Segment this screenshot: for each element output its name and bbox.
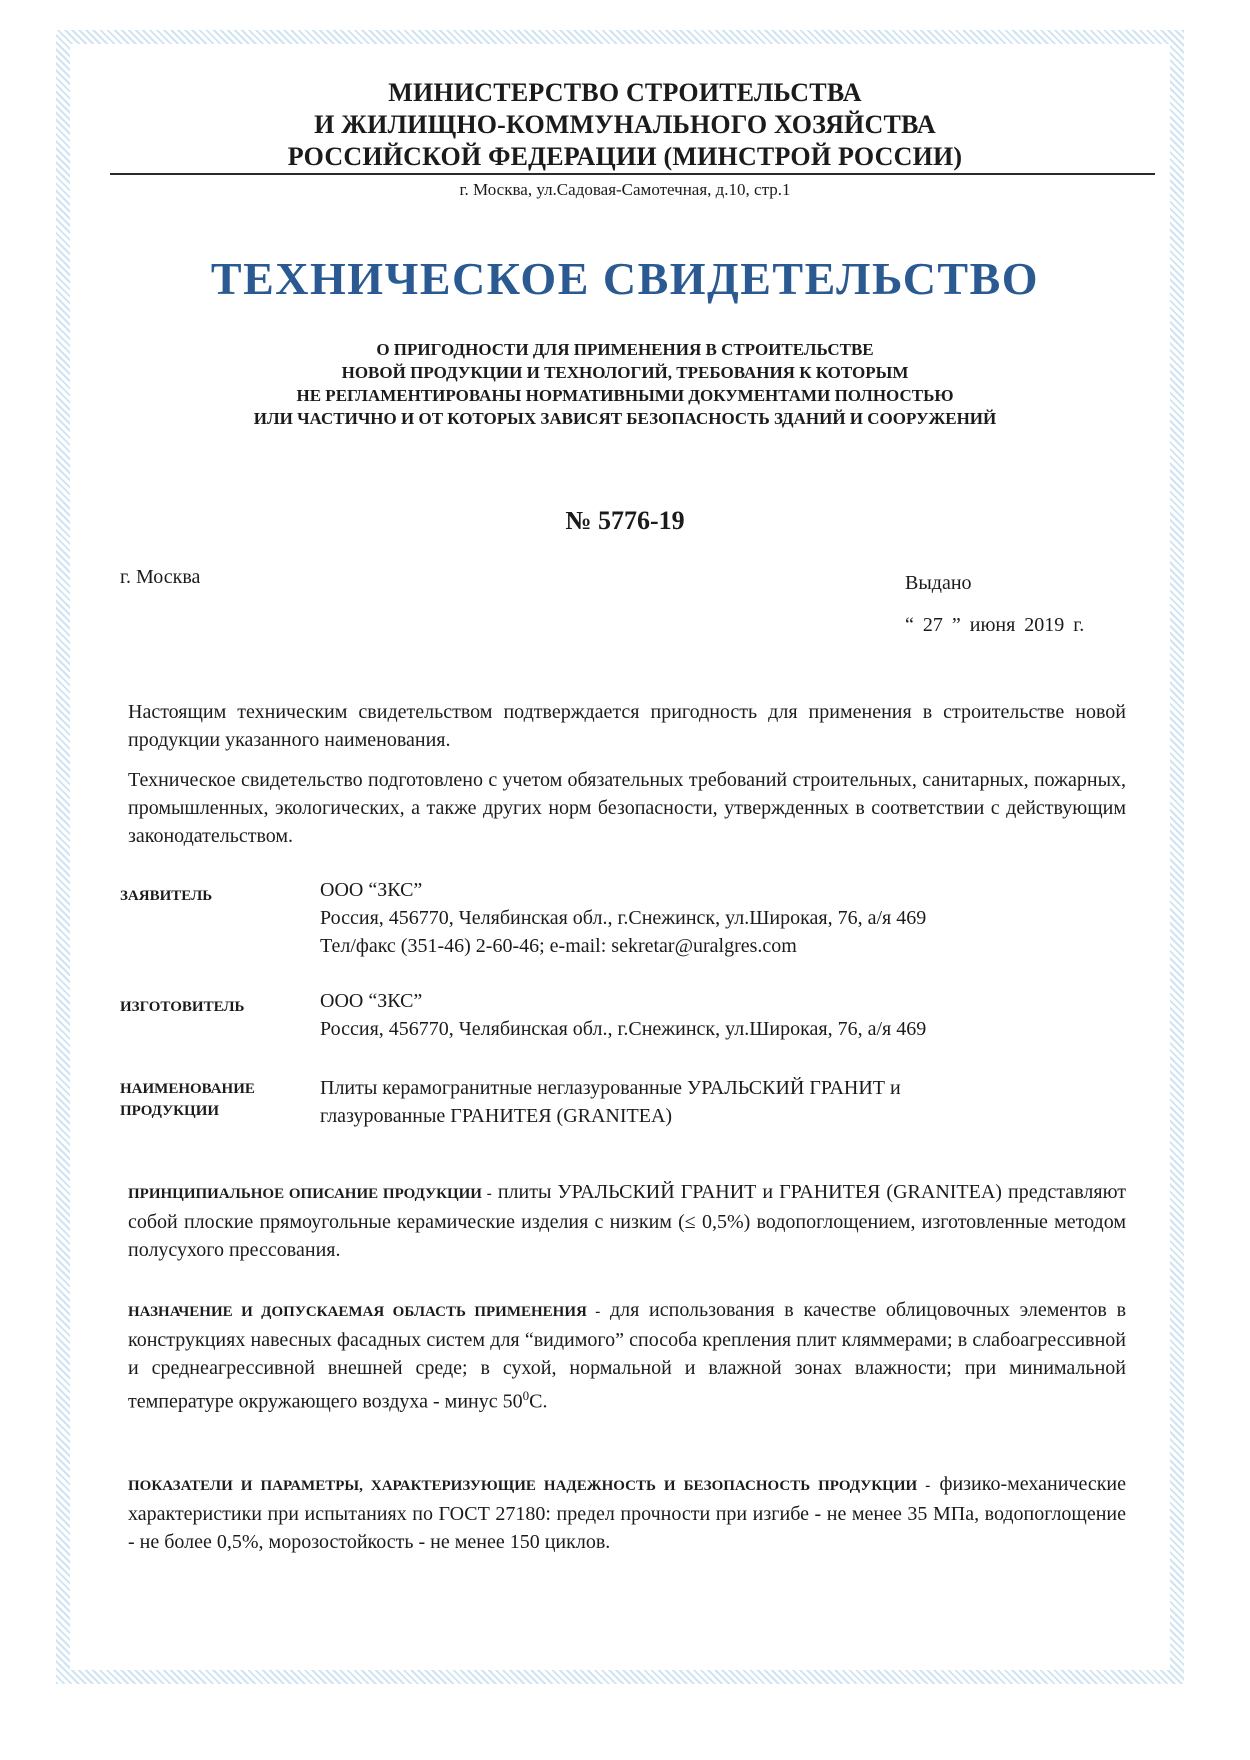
application-scope (128, 1296, 1126, 1416)
applicant-details (320, 876, 1130, 960)
issue-place: г. Москва (120, 566, 201, 588)
product-name (320, 1074, 1130, 1130)
product-label-line-1: НАИМЕНОВАНИЕ (120, 1081, 255, 1097)
document-title: ТЕХНИЧЕСКОЕ СВИДЕТЕЛЬСТВО (210, 253, 1040, 304)
purpose-temp-unit: С. (529, 1390, 548, 1413)
ministry-name-line-1: МИНИСТЕРСТВО СТРОИТЕЛЬСТВА (388, 78, 862, 107)
subtitle-line-4: ИЛИ ЧАСТИЧНО И ОТ КОТОРЫХ ЗАВИСЯТ БЕЗОПАСНОСТЬ ЗДАНИЙ И СООРУЖЕНИЙ (253, 409, 997, 428)
purpose-heading: НАЗНАЧЕНИЕ И ДОПУСКАЕМАЯ ОБЛАСТЬ ПРИМЕНЕНИЯ - (128, 1304, 601, 1320)
ministry-name-line-2: И ЖИЛИЩНО-КОММУНАЛЬНОГО ХОЗЯЙСТВА (314, 110, 936, 139)
product-label (120, 1078, 255, 1122)
subtitle-line-1: О ПРИГОДНОСТИ ДЛЯ ПРИМЕНЕНИЯ В СТРОИТЕЛЬСТВЕ (376, 340, 874, 359)
parameters-heading: ПОКАЗАТЕЛИ И ПАРАМЕТРЫ, ХАРАКТЕРИЗУЮЩИЕ НАДЕЖНОСТЬ И БЕЗОПАСНОСТЬ ПРОДУКЦИИ - (128, 1478, 931, 1494)
product-name-line-1: Плиты керамогранитные неглазурованные УРАЛЬСКИЙ ГРАНИТ и (320, 1077, 901, 1099)
applicant-label: ЗАЯВИТЕЛЬ (120, 888, 213, 904)
manufacturer-label: ИЗГОТОВИТЕЛЬ (120, 999, 245, 1015)
subtitle-line-2: НОВОЙ ПРОДУКЦИИ И ТЕХНОЛОГИЙ, ТРЕБОВАНИЯ К КОТОРЫМ (341, 363, 909, 382)
intro-paragraph-1: Настоящим техническим свидетельством подтверждается пригодность для применения в строительстве новой продукции указанного наименования. (128, 701, 1126, 751)
subtitle-line-3: НЕ РЕГЛАМЕНТИРОВАНЫ НОРМАТИВНЫМИ ДОКУМЕНТАМИ ПОЛНОСТЬЮ (296, 386, 954, 405)
applicant-contacts: Тел/факс (351-46) 2-60-46; e-mail: sekretar@uralgres.com (320, 935, 797, 957)
applicant-name: ООО “ЗКС” (320, 879, 423, 901)
applicant-address: Россия, 456770, Челябинская обл., г.Снежинск, ул.Широкая, 76, а/я 469 (320, 907, 927, 929)
purpose-text: для использования в качестве облицовочных элементов в конструкциях навесных фасадных систем для “видимого” способа крепления плит кляммерами; в слабоагрессивной и среднеагрессивной внешней среде; в сухой, нормальной и влажной зонах влажности; при минимальной температуре окружающего воздуха - минус 50 (128, 1299, 1127, 1413)
manufacturer-details (320, 987, 1130, 1043)
reliability-parameters (128, 1470, 1126, 1556)
intro-paragraph-2: Техническое свидетельство подготовлено с учетом обязательных требований строительных, санитарных, пожарных, промышленных, экологических, а также других норм безопасности, утвержденных в соответствии с действующим законодательством. (128, 769, 1126, 847)
ministry-address: г. Москва, ул.Садовая-Самотечная, д.10, стр.1 (459, 180, 791, 199)
parameters-text: физико-механические характеристики при испытаниях по ГОСТ 27180: предел прочности при изгибе - не менее 35 МПа, водопоглощение - не более 0,5%, морозостойкость - не менее 150 циклов. (128, 1473, 1127, 1553)
product-name-line-2: глазурованные ГРАНИТЕЯ (GRANITEA) (320, 1105, 673, 1127)
description-heading: ПРИНЦИПИАЛЬНОЕ ОПИСАНИЕ ПРОДУКЦИИ - (128, 1186, 492, 1202)
issued-date: “ 27 ” июня 2019 г. (905, 614, 1085, 636)
ministry-name-line-3: РОССИЙСКОЙ ФЕДЕРАЦИИ (МИНСТРОЙ РОССИИ) (287, 142, 963, 171)
purpose-temp-superscript: 0 (522, 1388, 530, 1403)
certificate-number: № 5776-19 (565, 506, 685, 535)
product-description (128, 1178, 1126, 1264)
product-label-line-2: ПРОДУКЦИИ (120, 1103, 220, 1119)
issued-label: Выдано (905, 572, 972, 594)
manufacturer-address: Россия, 456770, Челябинская обл., г.Снежинск, ул.Широкая, 76, а/я 469 (320, 1018, 927, 1040)
header-divider (110, 173, 1155, 175)
manufacturer-name: ООО “ЗКС” (320, 990, 423, 1012)
description-text: плиты УРАЛЬСКИЙ ГРАНИТ и ГРАНИТЕЯ (GRANITEA) представляют собой плоские прямоугольные керамические изделия с низким (≤ 0,5%) водопоглощением, изготовленные методом полусухого прессования. (128, 1181, 1127, 1261)
